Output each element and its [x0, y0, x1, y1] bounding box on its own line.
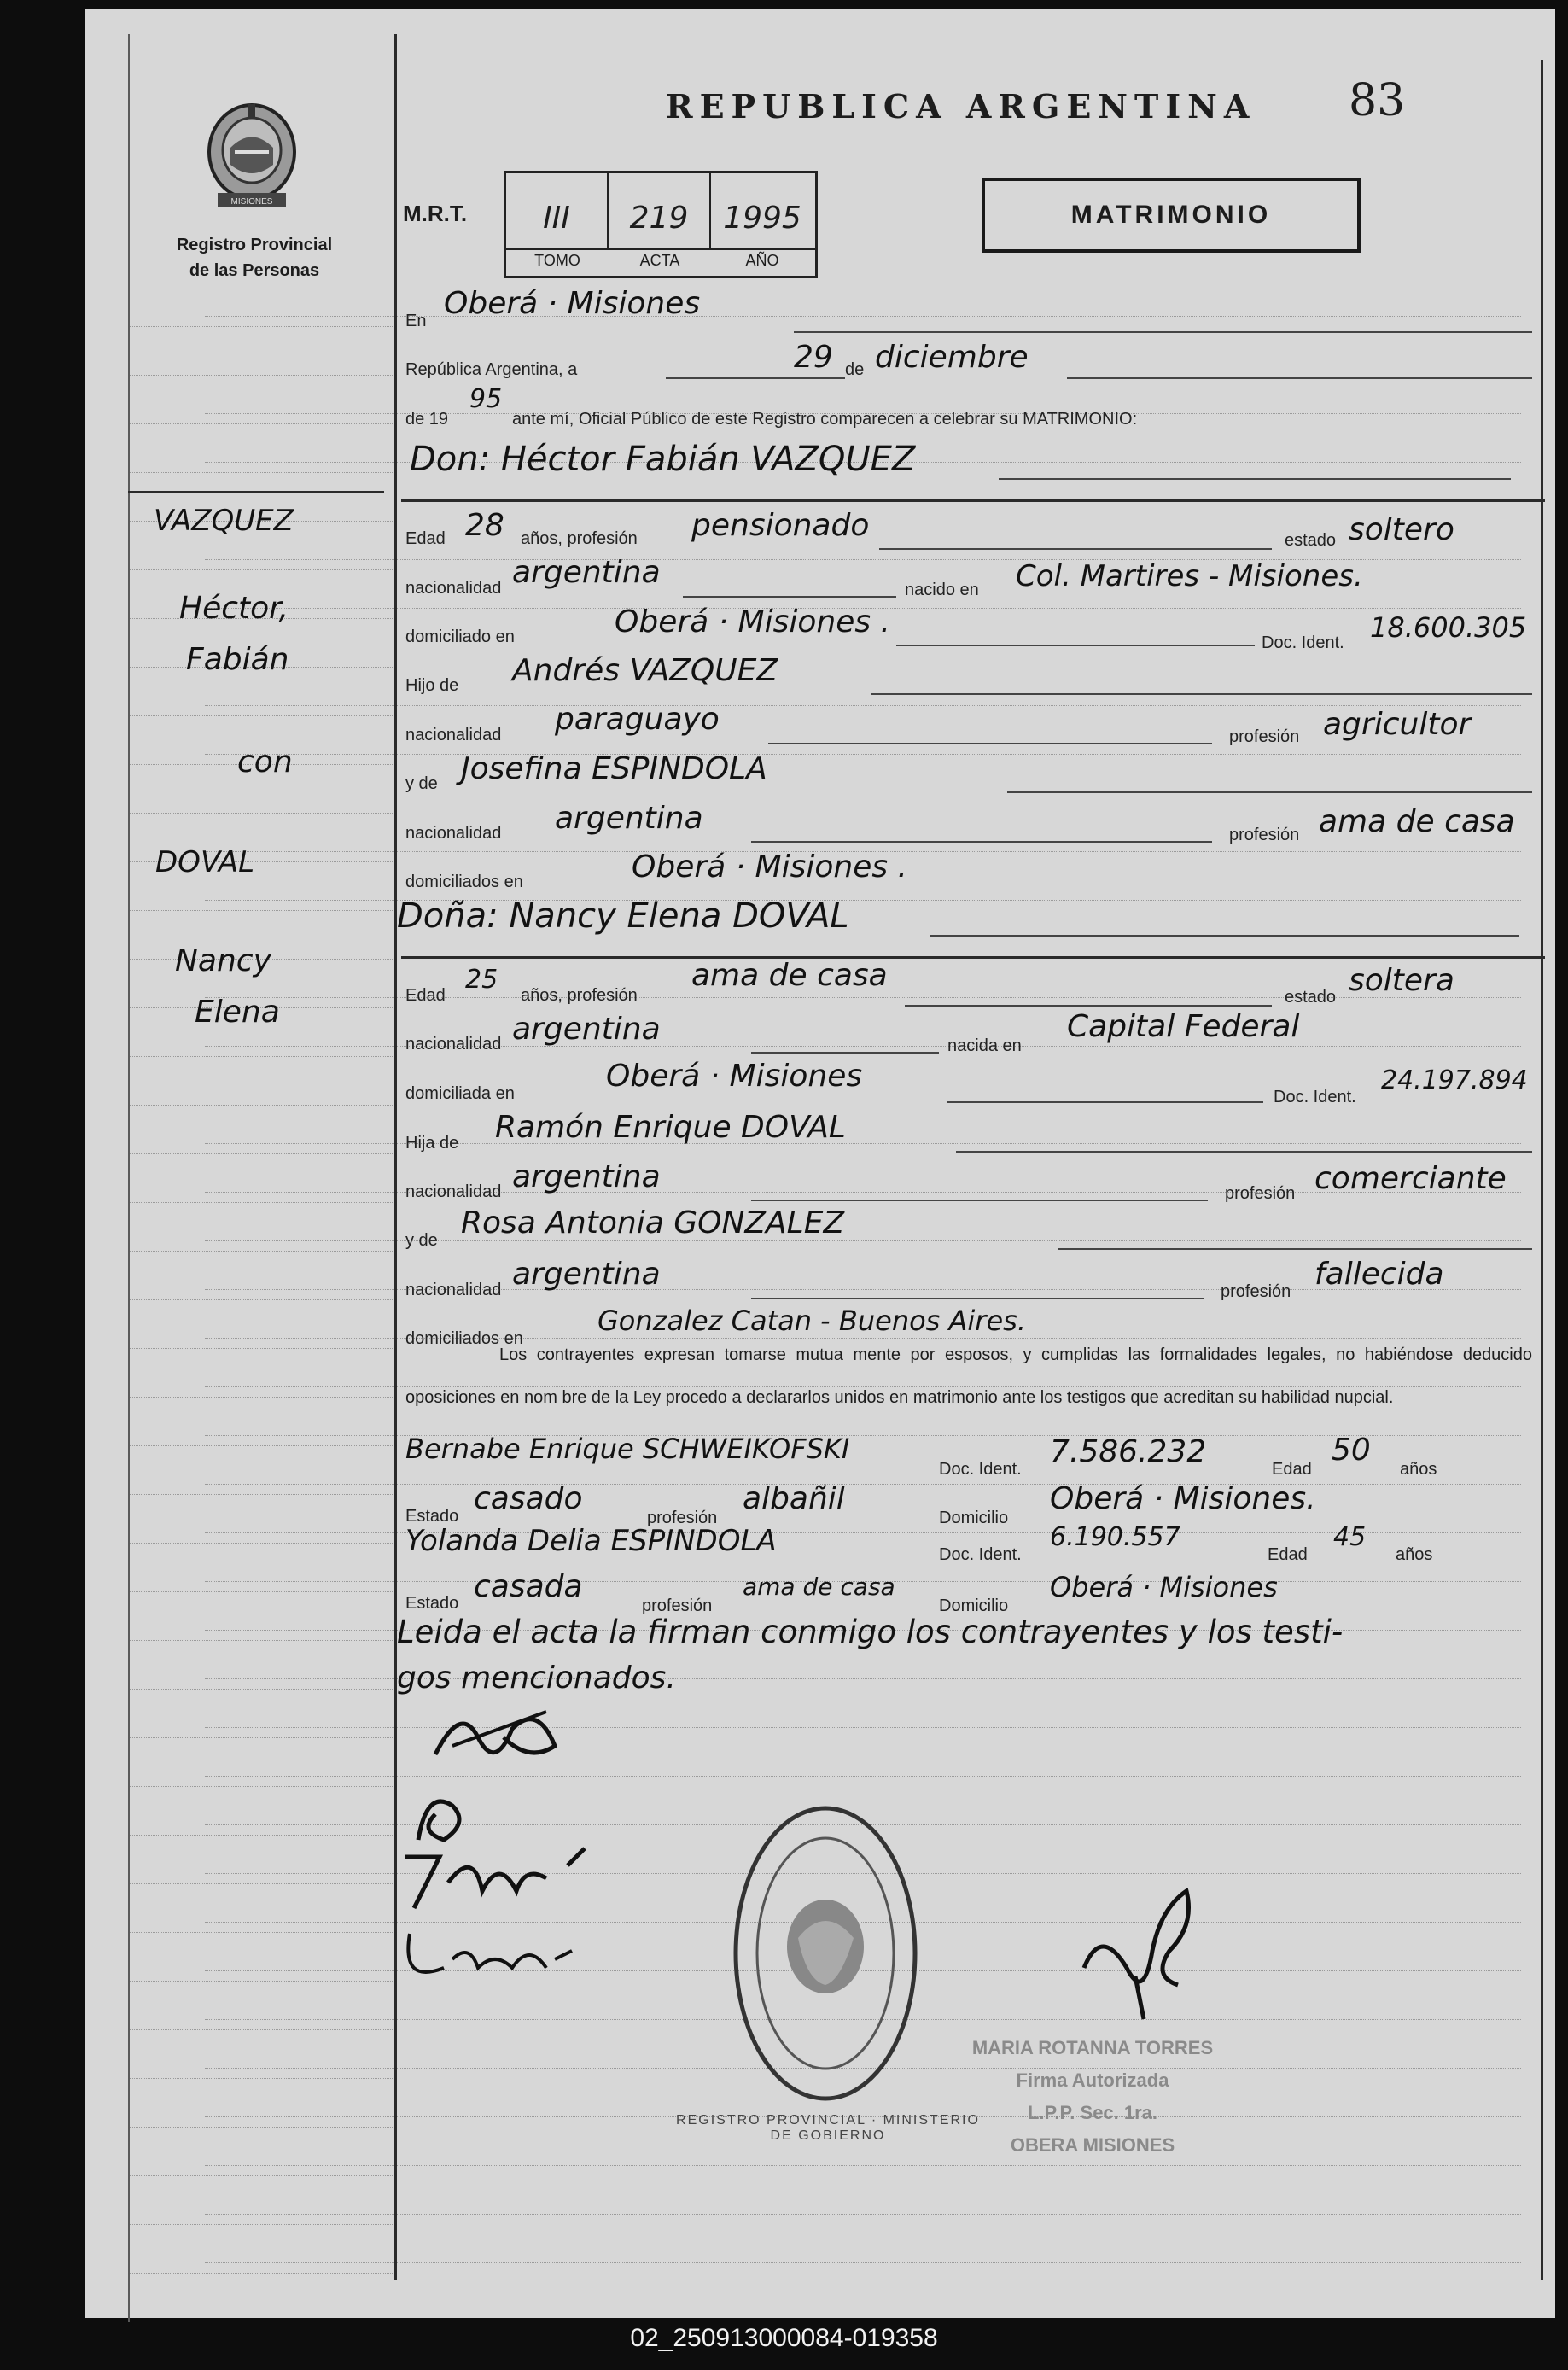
margin-ruled-line	[130, 472, 393, 473]
groom-father-nationality-label: nacionalidad	[405, 726, 502, 744]
acta-caption: ACTA	[639, 252, 680, 269]
margin-ruled-line	[130, 1348, 393, 1349]
margin-ruled-line	[130, 1153, 393, 1154]
margin-ruled-line	[130, 423, 393, 424]
groom-nationality-label: nacionalidad	[405, 579, 502, 598]
month-value: diciembre	[875, 340, 1029, 375]
margin-ruled-line	[130, 813, 393, 814]
witness-2-doc-label: Doc. Ident.	[939, 1545, 1022, 1564]
year-suffix: 95	[469, 384, 503, 414]
witness-2-domicile-label: Domicilio	[939, 1597, 1009, 1615]
bride-born-label: nacida en	[947, 1036, 1022, 1055]
provincial-coat-of-arms-icon	[201, 101, 303, 212]
tomo-caption: TOMO	[534, 252, 580, 269]
official-signature-icon	[1067, 1874, 1212, 2028]
ruled-line	[205, 1727, 1521, 1728]
signature-1-icon	[427, 1695, 580, 1772]
witness-2-doc: 6.190.557	[1050, 1522, 1180, 1552]
ruled-line	[205, 316, 1521, 317]
witness-2-profession: ama de casa	[743, 1573, 895, 1601]
bride-nationality: argentina	[512, 1012, 661, 1047]
margin-ruled-line	[130, 2273, 393, 2274]
bride-mother: Rosa Antonia GONZALEZ	[461, 1205, 845, 1240]
witness-1-status-label: Estado	[405, 1507, 459, 1526]
bride-father-nationality-label: nacionalidad	[405, 1182, 502, 1201]
ruled-line	[205, 1143, 1521, 1144]
bride-doc: 24.197.894	[1381, 1065, 1528, 1095]
seal-text: MISIONES	[230, 197, 273, 207]
registry-line-2: de las Personas	[189, 261, 320, 280]
bride-and-of-label: y de	[405, 1231, 438, 1250]
certificate-page	[85, 9, 1555, 2318]
groom-birthplace: Col. Martires - Misiones.	[1016, 559, 1363, 593]
witness-2-domicile: Oberá · Misiones	[1050, 1571, 1278, 1603]
tomo-value: III	[543, 201, 570, 236]
groom-domicile-label: domiciliado en	[405, 628, 515, 646]
official-city: OBERA MISIONES	[1010, 2134, 1175, 2156]
record-type-box: MATRIMONIO	[982, 178, 1361, 253]
bride-mother-profession: fallecida	[1314, 1257, 1444, 1292]
groom-domicile: Oberá · Misiones .	[615, 604, 890, 639]
document-id: 02_250913000084-019358	[630, 2324, 938, 2352]
groom-mother-nationality-label: nacionalidad	[405, 824, 502, 843]
groom-doc-label: Doc. Ident.	[1262, 633, 1344, 652]
margin-ruled-line	[130, 1689, 393, 1690]
day-value: 29	[794, 340, 833, 375]
bride-nationality-label: nacionalidad	[405, 1035, 502, 1054]
groom-profession-label: años, profesión	[521, 529, 638, 548]
groom-father: Andrés VAZQUEZ	[512, 653, 778, 688]
margin-given-bride-2: Elena	[195, 995, 280, 1030]
groom-nationality: argentina	[512, 555, 661, 590]
ruled-line	[205, 1484, 1521, 1485]
republica-label: República Argentina, a	[405, 360, 578, 379]
official-name: MARIA ROTANNA TORRES	[971, 2037, 1214, 2058]
bride-status-label: estado	[1285, 988, 1337, 1007]
intro-text: ante mí, Oficial Público de este Registro comparecen a celebrar su MATRIMONIO:	[512, 410, 1138, 429]
declaration-text: Los contrayentes expresan tomarse mutua mente por esposos, y cumplidas las formalidades legales, no habiéndose deducido oposiciones en nom bre de la Ley procedo a declararlos unidos en matrimonio ante los testigos que acreditan su habilidad nupcial.	[405, 1346, 1532, 1407]
record-reference-box	[504, 171, 818, 278]
groom-mother-profession-label: profesión	[1229, 826, 1300, 844]
witness-1-years-label: años	[1400, 1460, 1437, 1479]
round-seal-text: REGISTRO PROVINCIAL · MINISTERIO DE GOBIERNO	[676, 2113, 980, 2143]
bride-father-nationality: argentina	[512, 1159, 661, 1194]
acta-value: 219	[629, 201, 689, 236]
bride-father-profession-label: profesión	[1225, 1184, 1296, 1203]
year-prefix: de 19	[405, 410, 449, 429]
margin-ruled-line	[130, 1737, 393, 1738]
margin-ruled-line	[130, 2029, 393, 2030]
bride-mother-nationality-label: nacionalidad	[405, 1281, 502, 1299]
witness-1-age-label: Edad	[1272, 1460, 1312, 1479]
groom-father-nationality: paraguayo	[555, 702, 720, 737]
witness-1-profession-label: profesión	[647, 1509, 718, 1527]
margin-ruled-line	[130, 1202, 393, 1203]
bride-status: soltera	[1349, 963, 1454, 998]
witness-2-status: casada	[474, 1569, 583, 1604]
ruled-line	[205, 705, 1521, 706]
registry-name	[152, 232, 357, 283]
margin-surname-groom: VAZQUEZ	[154, 504, 294, 538]
closing-line-1: Leida el acta la firman conmigo los contrayentes y los testi-	[397, 1614, 1344, 1650]
official-stamp	[939, 2032, 1246, 2162]
bride-title-name: Doña: Nancy Elena DOVAL	[397, 896, 849, 936]
bride-father-profession: comerciante	[1314, 1161, 1507, 1196]
mrt-label: M.R.T.	[403, 201, 468, 226]
groom-title-name: Don: Héctor Fabián VAZQUEZ	[410, 440, 916, 479]
margin-ruled-line	[130, 1883, 393, 1884]
ruled-line	[205, 1240, 1521, 1241]
ano-value: 1995	[723, 201, 801, 236]
ruled-line	[205, 1435, 1521, 1436]
groom-and-of-label: y de	[405, 774, 438, 793]
ruled-line	[205, 2214, 1521, 2215]
ano-caption: AÑO	[745, 252, 779, 269]
groom-father-profession-label: profesión	[1229, 727, 1300, 746]
groom-doc: 18.600.305	[1370, 611, 1527, 644]
margin-ruled-line	[130, 1445, 393, 1446]
margin-given-bride-1: Nancy	[175, 943, 271, 978]
margin-ruled-line	[130, 1786, 393, 1787]
closing-line-2: gos mencionados.	[397, 1661, 676, 1696]
bride-doc-label: Doc. Ident.	[1274, 1088, 1356, 1106]
witness-1-domicile-label: Domicilio	[939, 1509, 1009, 1527]
witness-1-domicile: Oberá · Misiones.	[1050, 1481, 1316, 1516]
groom-born-label: nacido en	[905, 581, 979, 599]
official-role: Firma Autorizada	[1016, 2069, 1169, 2091]
ruled-line	[205, 1532, 1521, 1533]
ruled-line	[205, 1776, 1521, 1777]
groom-status: soltero	[1349, 512, 1454, 547]
margin-ruled-line	[130, 1494, 393, 1495]
bride-profession-label: años, profesión	[521, 986, 638, 1005]
margin-ruled-line	[130, 1543, 393, 1544]
margin-ruled-line	[130, 2224, 393, 2225]
groom-son-of-label: Hijo de	[405, 676, 459, 695]
groom-mother-profession: ama de casa	[1319, 804, 1515, 839]
bride-domicile-label: domiciliada en	[405, 1084, 515, 1103]
margin-surname-bride: DOVAL	[155, 845, 255, 879]
groom-age: 28	[465, 508, 504, 543]
witness-2-status-label: Estado	[405, 1594, 459, 1613]
ruled-line	[205, 2165, 1521, 2166]
margin-ruled-line	[130, 375, 393, 376]
bride-parents-domicile: Gonzalez Catan - Buenos Aires.	[597, 1305, 1026, 1337]
margin-ruled-line	[130, 2175, 393, 2176]
bride-birthplace: Capital Federal	[1067, 1009, 1300, 1044]
groom-parents-domicile: Oberá · Misiones .	[632, 849, 907, 884]
bride-daughter-of-label: Hija de	[405, 1134, 459, 1153]
bride-profession: ama de casa	[691, 958, 888, 993]
bride-mother-nationality: argentina	[512, 1257, 661, 1292]
groom-father-profession: agricultor	[1323, 707, 1472, 742]
margin-ruled-line	[130, 569, 393, 570]
margin-ruled-line	[130, 1932, 393, 1933]
witness-1-name: Bernabe Enrique SCHWEIKOFSKI	[405, 1433, 850, 1465]
witness-2-years-label: años	[1396, 1545, 1433, 1564]
margin-ruled-line	[130, 326, 393, 327]
groom-parents-domicile-label: domiciliados en	[405, 873, 523, 891]
round-seal-icon	[730, 1801, 922, 2104]
witness-1-profession: albañil	[743, 1481, 845, 1516]
ruled-line	[205, 2262, 1521, 2263]
de-label: de	[845, 360, 865, 379]
signature-4-icon	[393, 1917, 597, 1993]
margin-ruled-line	[130, 1397, 393, 1398]
witness-1-age: 50	[1332, 1433, 1371, 1468]
groom-profession: pensionado	[691, 508, 870, 543]
registry-line-1: Registro Provincial	[176, 236, 333, 254]
witness-2-age-label: Edad	[1268, 1545, 1308, 1564]
ruled-line	[205, 1046, 1521, 1047]
witness-2-age: 45	[1333, 1522, 1367, 1552]
margin-ruled-line	[130, 1251, 393, 1252]
margin-connector: con	[237, 744, 293, 779]
bride-age: 25	[465, 965, 498, 995]
en-label: En	[405, 312, 427, 330]
bride-domicile: Oberá · Misiones	[606, 1059, 863, 1094]
signature-3-icon	[397, 1831, 619, 1917]
official-office: L.P.P. Sec. 1ra.	[1027, 2102, 1158, 2123]
margin-ruled-line	[130, 2127, 393, 2128]
place-value: Oberá · Misiones	[444, 286, 701, 321]
margin-ruled-line	[130, 1056, 393, 1057]
page-number: 83	[1349, 75, 1406, 126]
witness-1-status: casado	[474, 1481, 583, 1516]
right-border	[1541, 60, 1543, 2280]
margin-given-groom-1: Héctor,	[179, 591, 289, 626]
margin-ruled-line	[130, 1835, 393, 1836]
margin-ruled-line	[130, 1105, 393, 1106]
left-border	[128, 34, 130, 2322]
margin-ruled-line	[130, 2078, 393, 2079]
margin-ruled-line	[130, 715, 393, 716]
groom-status-label: estado	[1285, 531, 1337, 550]
groom-mother: Josefina ESPINDOLA	[461, 751, 767, 786]
groom-mother-nationality: argentina	[555, 801, 703, 836]
margin-ruled-line	[130, 910, 393, 911]
margin-ruled-line	[130, 1299, 393, 1300]
bride-parents-domicile-label: domiciliados en	[405, 1329, 523, 1348]
bride-age-label: Edad	[405, 986, 446, 1005]
margin-given-groom-2: Fabián	[186, 642, 289, 677]
margin-ruled-line	[130, 1640, 393, 1641]
bride-mother-profession-label: profesión	[1221, 1282, 1291, 1301]
ruled-line	[205, 754, 1521, 755]
bride-father: Ramón Enrique DOVAL	[495, 1110, 846, 1145]
groom-age-label: Edad	[405, 529, 446, 548]
witness-1-doc: 7.586.232	[1050, 1434, 1207, 1469]
witness-2-name: Yolanda Delia ESPINDOLA	[405, 1524, 777, 1558]
margin-ruled-line	[130, 1981, 393, 1982]
country-title: REPUBLICA ARGENTINA	[666, 87, 1256, 126]
margin-ruled-line	[130, 1591, 393, 1592]
witness-1-doc-label: Doc. Ident.	[939, 1460, 1022, 1479]
witness-2-profession-label: profesión	[642, 1597, 713, 1615]
